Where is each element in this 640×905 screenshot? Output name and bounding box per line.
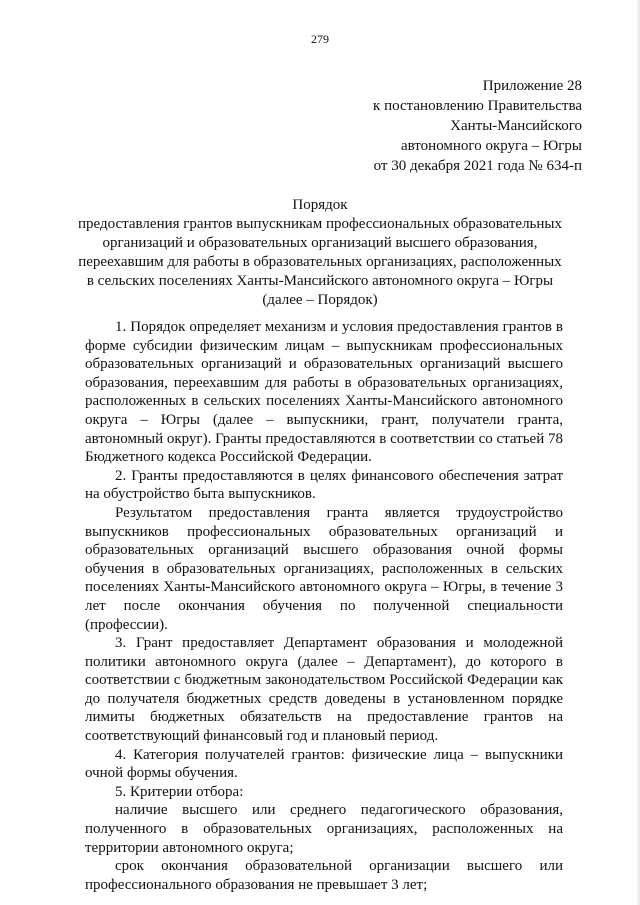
paragraph-2: 2. Гранты предоставляются в целях финансового обеспечения затрат на обустройство быта выпускников. bbox=[85, 467, 563, 503]
page-number: 279 bbox=[311, 32, 329, 46]
appendix-line: Приложение 28 bbox=[482, 78, 582, 94]
title-line: в сельских поселениях Ханты-Мансийского автономного округа – Югры bbox=[86, 273, 554, 289]
title-line: (далее – Порядок) bbox=[262, 292, 378, 308]
title-line: переехавшим для работы в образовательных организациях, расположенных bbox=[78, 254, 562, 270]
paragraph-result: Результатом предоставления гранта является трудоустройство выпускников профессиональных образовательных организаций и образовательных организаций высшего образования очной формы обучения в образовательных организациях, расположенных в сельских поселениях Ханты-Мансийского автономного округа – Югры, в течение 3 лет после окончания обучения по полученной специальности (профессии). bbox=[85, 504, 563, 633]
page-edge-shadow bbox=[636, 0, 640, 905]
appendix-line: к постановлению Правительства bbox=[373, 98, 582, 114]
document-title-block bbox=[60, 196, 580, 310]
appendix-line: автономного округа – Югры bbox=[400, 138, 582, 154]
title-line: предоставления грантов выпускникам профессиональных образовательных bbox=[78, 216, 562, 232]
document-title: Порядок bbox=[292, 197, 348, 213]
paragraph-5: 5. Критерии отбора: bbox=[115, 783, 244, 800]
title-line: организаций и образовательных организаций высшего образования, bbox=[102, 235, 538, 251]
paragraph-4: 4. Категория получателей грантов: физические лица – выпускники очной формы обучения. bbox=[85, 746, 563, 782]
document-body bbox=[85, 318, 563, 894]
appendix-line: Ханты-Мансийского bbox=[450, 118, 582, 134]
appendix-header bbox=[373, 76, 582, 176]
criterion-graduation-term: срок окончания образовательной организации высшего или профессионального образования не превышает 3 лет; bbox=[85, 858, 563, 893]
paragraph-1: 1. Порядок определяет механизм и условия предоставления грантов в форме субсидии физическим лицам – выпускникам профессиональных образовательных организаций и образовательных организаций высшего образования, переехавшим для работы в образовательных организациях, расположенных в сельских поселениях Ханты-Мансийского автономного округа – Югры (далее – выпускники, грант, получатели гранта, автономный округ). Гранты предоставляются в соответствии со статьей 78 Бюджетного кодекса Российской Федерации. bbox=[85, 319, 563, 466]
criterion-education: наличие высшего или среднего педагогического образования, полученного в образовательных организациях, расположенных на территории автономного округа; bbox=[85, 802, 563, 856]
paragraph-3: 3. Грант предоставляет Департамент образования и молодежной политики автономного округа (далее – Департамент), до которого в соответствии с бюджетным законодательством Российской Федерации как до получателя бюджетных средств доведены в установленном порядке лимиты бюджетных обязательств на предоставление грантов на соответствующий финансовый год и плановый период. bbox=[85, 635, 563, 745]
appendix-line: от 30 декабря 2021 года № 634-п bbox=[373, 158, 582, 174]
